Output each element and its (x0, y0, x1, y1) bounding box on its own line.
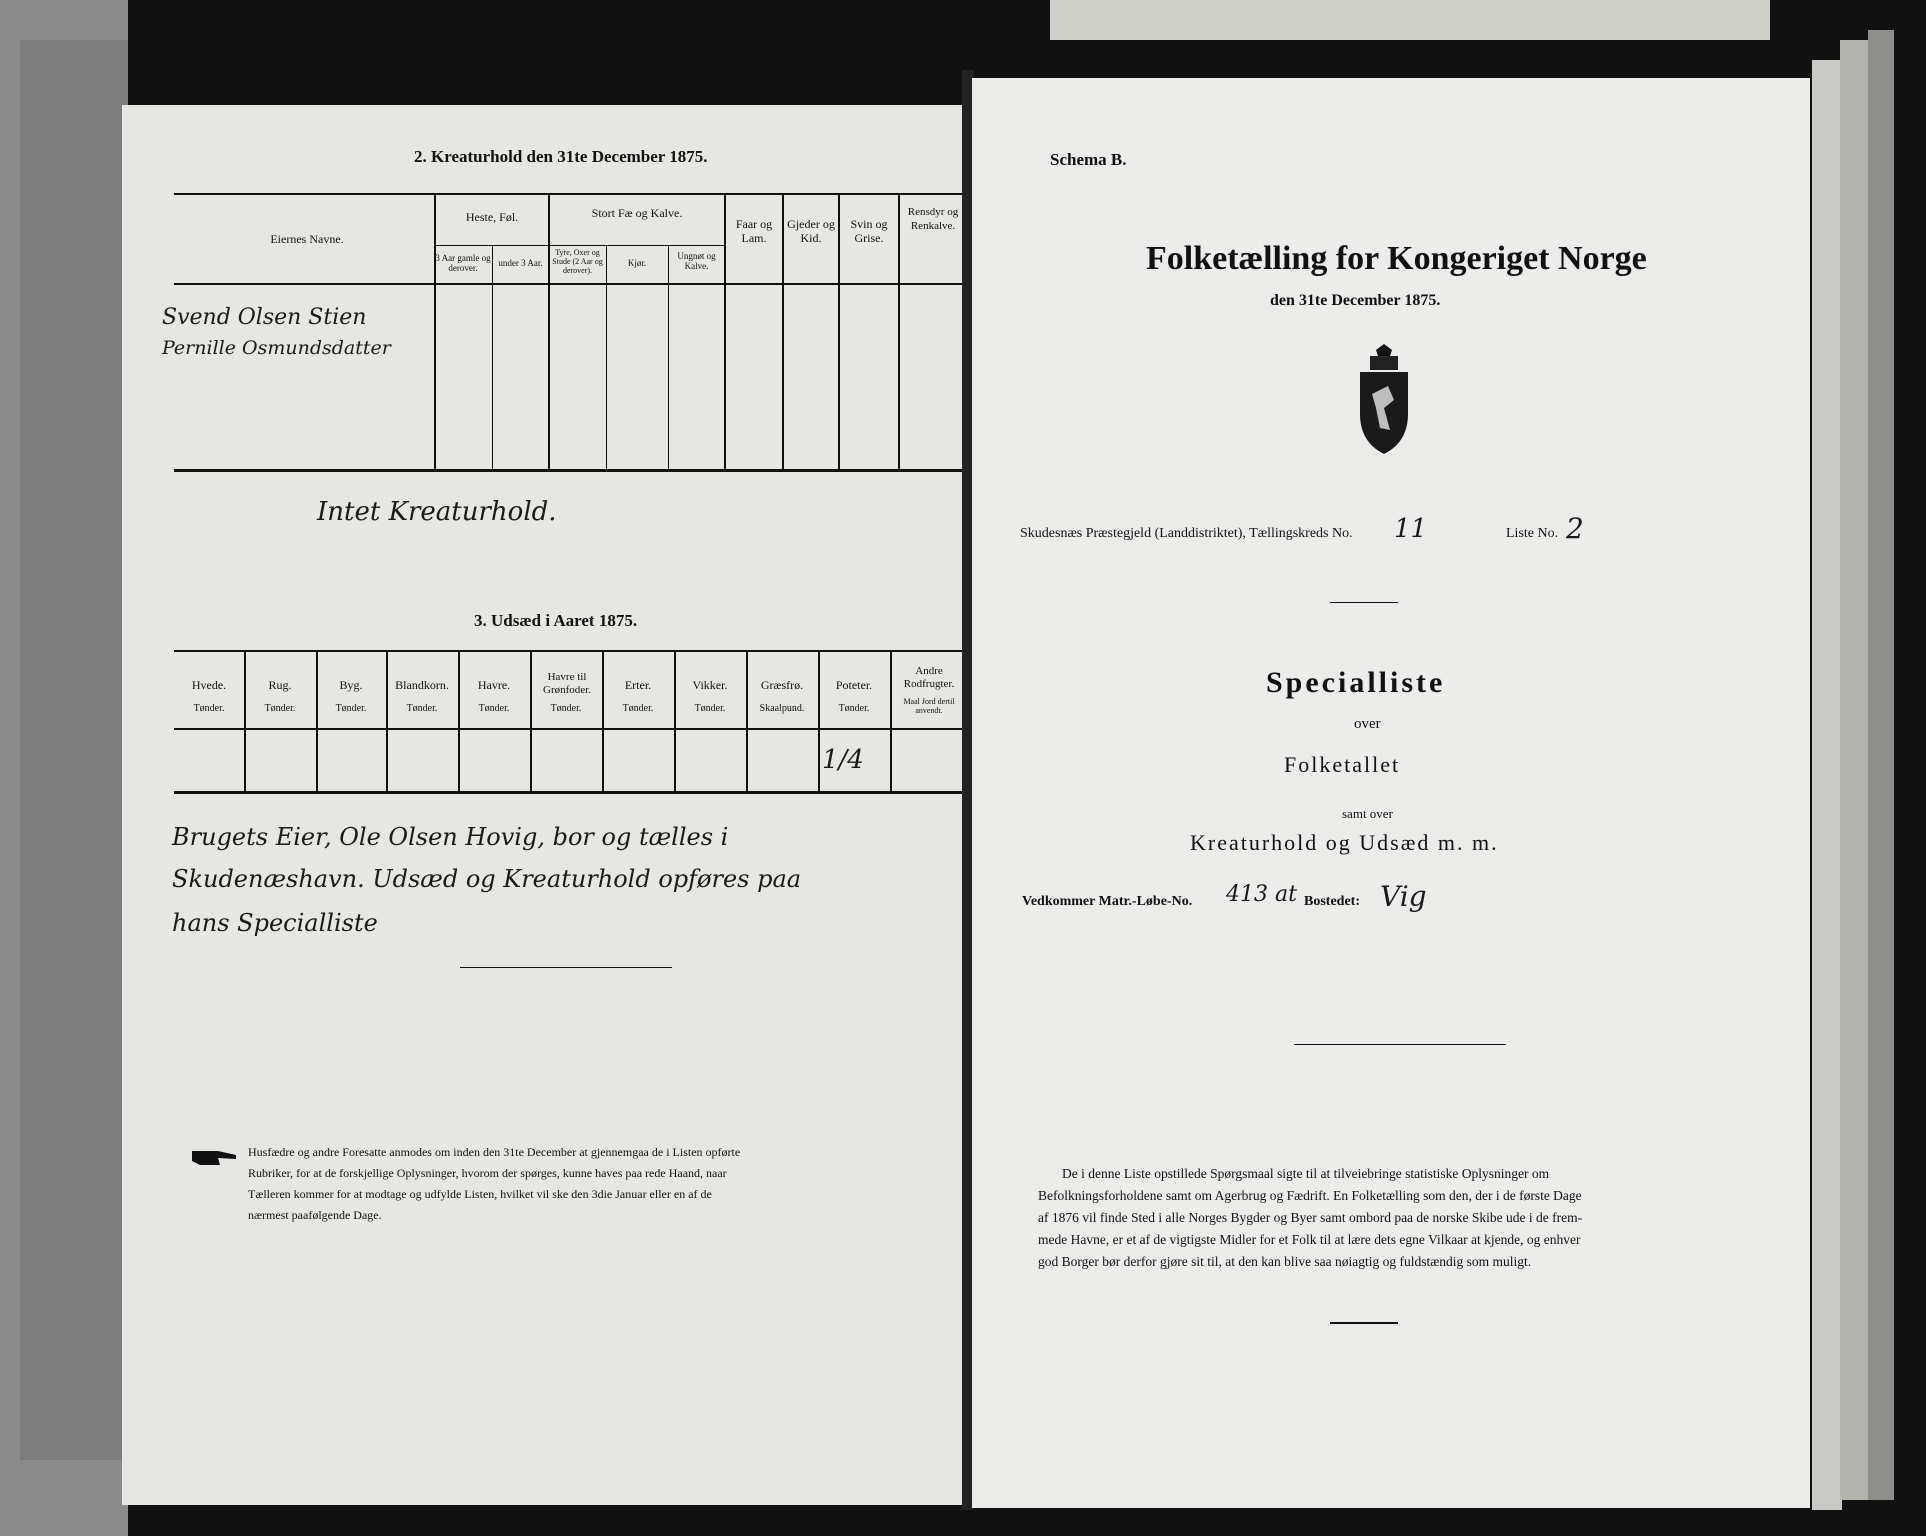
body-line-1: De i denne Liste opstillede Spørgsmaal sigte til at tilveiebringe statistiske Oplysninger om (1062, 1166, 1550, 1181)
kreds-no: 11 (1394, 514, 1428, 544)
liste-label: Liste No. (1506, 526, 1559, 541)
over-label: over (1354, 716, 1381, 732)
schema-label: Schema B. (1050, 150, 1127, 169)
crop-unit: Maal Jord dertil anvendt. (903, 697, 955, 715)
separator (1330, 602, 1398, 603)
section2-title: 2. Kreaturhold den 31te December 1875. (414, 147, 708, 166)
page-edge (1840, 40, 1870, 1500)
table-col-line (602, 650, 604, 791)
crop-unit: Tønder. (694, 703, 726, 714)
background-gray-strip-inner (20, 40, 128, 1460)
liste-no: 2 (1566, 512, 1584, 545)
table-rule (174, 728, 966, 730)
header-pigs: Svin og Grise. (850, 217, 888, 245)
body-line-3: af 1876 vil finde Sted i alle Norges Bygder og Byer samt ombord paa de norske Skibe ude i de frem- (1038, 1210, 1583, 1225)
header-sheep: Faar og Lam. (735, 217, 773, 245)
owner-row-1: Svend Olsen Stien (162, 305, 367, 330)
matr-no: 413 at (1226, 882, 1297, 907)
table-col-line (458, 650, 460, 791)
crop-poteter: Poteter. (835, 678, 873, 692)
owner-row-2: Pernille Osmundsdatter (162, 337, 391, 359)
bosted-label: Bostedet: (1304, 894, 1360, 909)
hand-note-line-1: Brugets Eier, Ole Olsen Hovig, bor og tælles i (172, 823, 729, 851)
crop-unit: Tønder. (406, 703, 438, 714)
header-reindeer: Rensdyr og Renkalve. (907, 206, 959, 232)
folketallet-label: Folketallet (1284, 752, 1401, 777)
main-title: Folketælling for Kongeriget Norge (1146, 240, 1647, 277)
footnote-line-1: Husfædre og andre Foresatte anmodes om inden den 31te December at gjennemgaa de i Listen opførte (248, 1145, 741, 1159)
crop-erter: Erter. (624, 678, 652, 692)
table-col-line (492, 245, 493, 469)
crop-unit: Skaalpund. (759, 703, 805, 714)
matr-label: Vedkommer Matr.-Løbe-No. (1022, 894, 1193, 909)
table-col-line (724, 193, 726, 469)
table-col-line (674, 650, 676, 791)
footnote-line-4: nærmest paafølgende Dage. (248, 1208, 382, 1222)
crop-unit: Tønder. (193, 703, 225, 714)
table-rule (174, 469, 966, 472)
body-line-4: mede Havne, er et af de vigtigste Midler for et Folk til at lære dets egne Vilkaar at kjende, og enhver (1038, 1232, 1581, 1247)
livestock-note: Intet Kreaturhold. (317, 497, 557, 527)
crop-byg: Byg. (339, 678, 363, 692)
samt-over-label: samt over (1342, 806, 1393, 821)
pointing-hand-icon (190, 1143, 240, 1169)
separator (1294, 1044, 1506, 1045)
hand-note-line-3: hans Specialliste (172, 909, 378, 937)
kreaturhold-line: Kreaturhold og Udsæd m. m. (1190, 830, 1499, 855)
crop-havre-gronfoder: Havre til Grønfoder. (543, 671, 591, 696)
table-col-line (316, 650, 318, 791)
right-page (972, 78, 1810, 1508)
crop-havre: Havre. (477, 678, 511, 692)
table-col-line (668, 245, 669, 469)
body-line-5: god Borger bør derfor gjøre sit til, at den kan blive saa nøiagtig og fuldstændig som muligt. (1038, 1254, 1532, 1269)
header-owner: Eiernes Navne. (270, 232, 344, 246)
page-edge (1868, 30, 1894, 1500)
table-rule (174, 193, 966, 195)
date-line: den 31te December 1875. (1270, 292, 1441, 309)
table-col-line (898, 193, 900, 469)
table-col-line (244, 650, 246, 791)
crop-rug: Rug. (268, 678, 292, 692)
left-page (122, 105, 968, 1505)
crop-hvede: Hvede. (191, 678, 227, 692)
table-col-line (548, 193, 550, 469)
coat-of-arms-emblem (1354, 344, 1414, 456)
header-cattle-sub2: Kjør. (627, 258, 647, 268)
table-rule (174, 791, 966, 794)
header-cattle-sub1: Tyre, Oxer og Stude (2 Aar og derover). (552, 248, 603, 275)
body-line-2: Befolkningsforholdene samt om Agerbrug og Fædrift. En Folketælling som den, der i de første Dage (1038, 1188, 1582, 1203)
table-col-line (606, 245, 607, 469)
separator (460, 967, 672, 968)
footnote-line-2: Rubriker, for at de forskjellige Oplysninger, hvorom der spørges, kunne haves paa rede Haand, naar (248, 1166, 727, 1180)
crop-graesfro: Græsfrø. (760, 678, 804, 692)
table-col-line (386, 650, 388, 791)
crop-unit: Tønder. (335, 703, 367, 714)
crop-unit: Tønder. (478, 703, 510, 714)
crop-unit: Tønder. (838, 703, 870, 714)
crop-unit: Tønder. (264, 703, 296, 714)
crop-blandkorn: Blandkorn. (395, 678, 449, 692)
footnote-line-3: Tælleren kommer for at modtage og udfylde Listen, hvilket vil ske den 3die Januar eller en af de (248, 1187, 712, 1201)
header-goats: Gjeder og Kid. (787, 217, 835, 245)
page-edge-top (1050, 0, 1770, 40)
section3-title: 3. Udsæd i Aaret 1875. (474, 611, 638, 630)
crop-unit: Tønder. (622, 703, 654, 714)
table-col-line (818, 650, 820, 791)
table-rule (174, 283, 966, 285)
header-cattle: Stort Fæ og Kalve. (591, 206, 683, 220)
separator (1330, 1322, 1398, 1324)
district-line: Skudesnæs Præstegjeld (Landdistriktet), Tællingskreds No. (1020, 526, 1353, 541)
bosted-value: Vig (1380, 880, 1427, 913)
header-cattle-sub3: Ungnøt og Kalve. (677, 251, 716, 271)
table-rule (434, 245, 724, 246)
header-horses: Heste, Føl. (465, 210, 519, 224)
crop-andre-rodfrugter: Andre Rodfrugter. (903, 665, 955, 690)
crop-unit: Tønder. (550, 703, 582, 714)
header-horses-sub1: 3 Aar gamle og derover. (435, 253, 491, 273)
table-col-line (746, 650, 748, 791)
table-rule (174, 650, 966, 652)
hand-note-line-2: Skudenæshavn. Udsæd og Kreaturhold opføres paa (172, 865, 802, 893)
header-horses-sub2: under 3 Aar. (498, 258, 543, 268)
page-edge (1812, 60, 1842, 1510)
crop-vikker: Vikker. (692, 678, 728, 692)
specialliste-title: Specialliste (1266, 666, 1446, 699)
potato-value: 1/4 (822, 745, 864, 775)
table-col-line (434, 193, 436, 469)
